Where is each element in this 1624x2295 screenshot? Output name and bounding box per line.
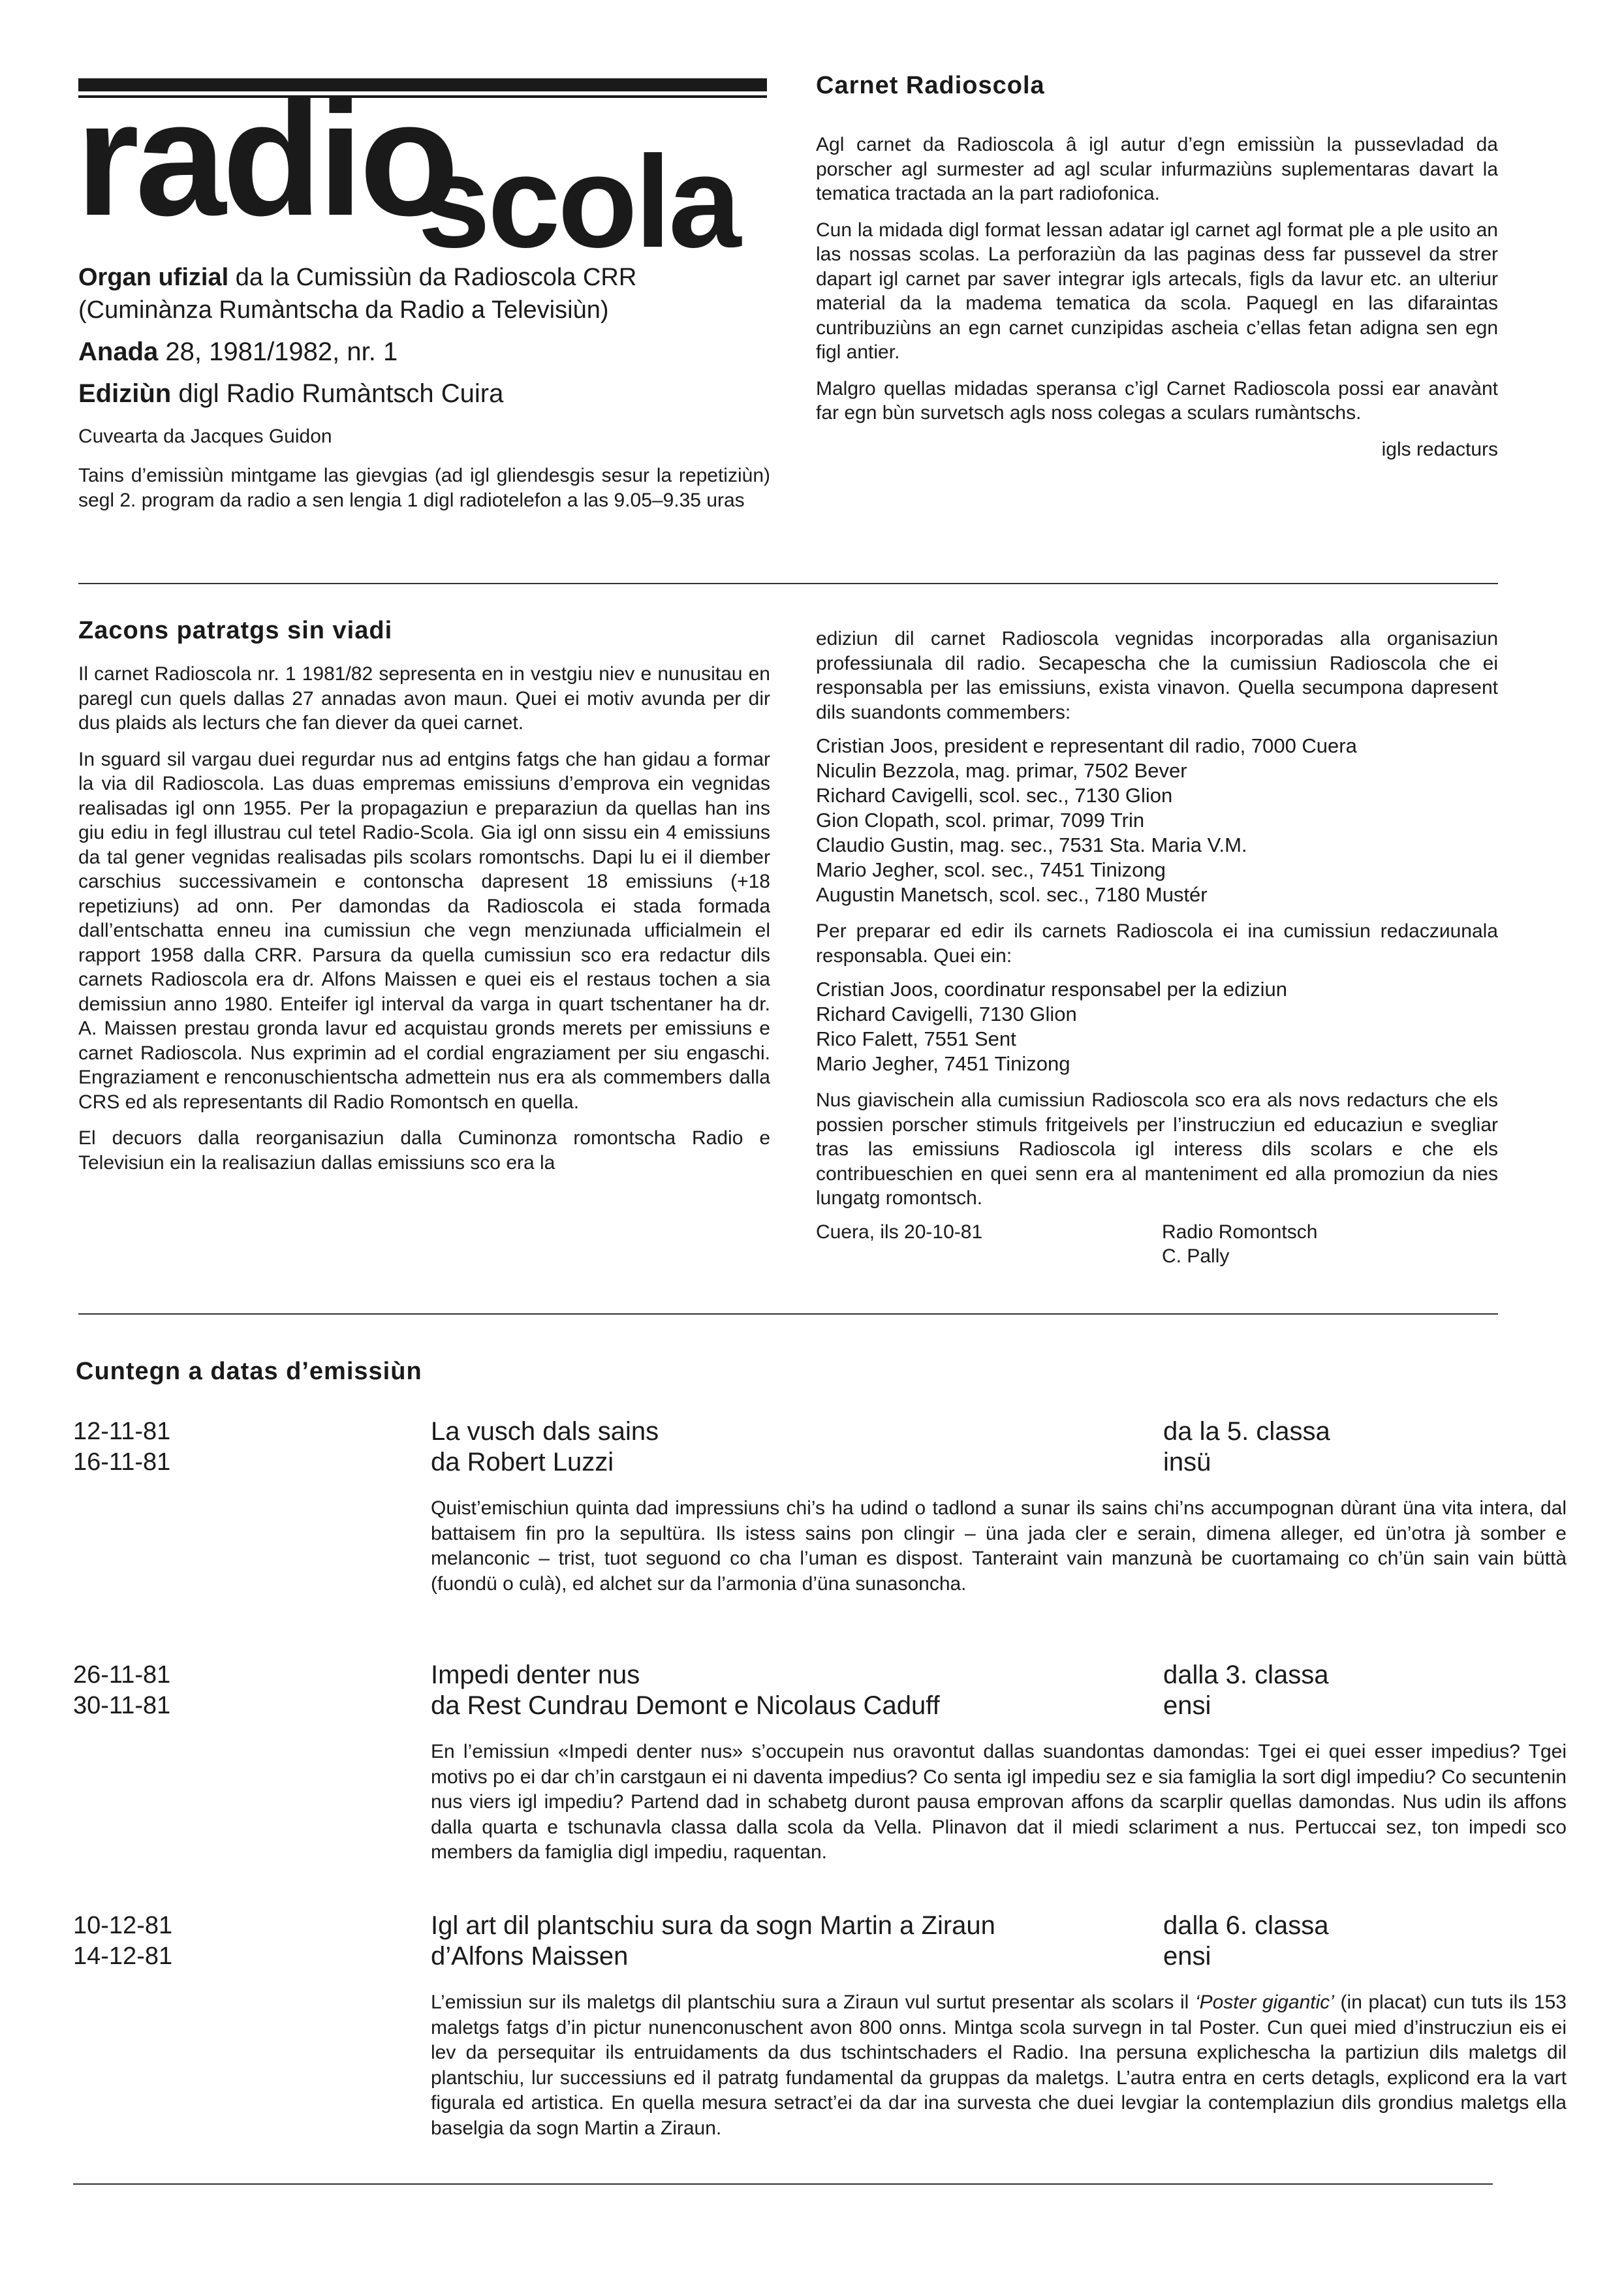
class-range: ensi xyxy=(1163,1691,1211,1720)
broadcast-date: 12-11-81 xyxy=(73,1418,171,1445)
zacons-paragraph: Il carnet Radioscola nr. 1 1981/82 sepresenta en in vestgiu niev e nunusitau en paregl cun quels dallas 27 annadas avon maun. Quei ei motiv avunda per dir dus plaids als lecturs che fan diever da quei carnet. xyxy=(78,663,770,734)
repeat-date: 30-11-81 xyxy=(73,1692,171,1719)
editor-item: Rico Falett, 7551 Sent xyxy=(816,1027,1016,1050)
editors-list xyxy=(816,977,1498,1076)
masthead-info xyxy=(78,261,770,513)
program-entry xyxy=(73,1416,1567,1625)
program-title: Igl art dil plantschiu sura da sogn Martin a Ziraun xyxy=(431,1911,995,1940)
class-range: insü xyxy=(1163,1448,1211,1476)
program-class xyxy=(1163,1416,1330,1478)
zacons-text-right xyxy=(816,627,1498,1269)
member-item: Richard Cavigelli, scol. sec., 7130 Glion xyxy=(816,784,1173,807)
broadcast-date: 10-12-81 xyxy=(73,1912,173,1939)
signature-block xyxy=(816,1220,1498,1269)
broadcast-dates xyxy=(73,1416,170,1478)
cover-credit: Cuvearta da Jacques Guidon xyxy=(78,426,332,447)
program-author: da Robert Luzzi xyxy=(431,1448,614,1476)
zacons-paragraph: In sguard sil vargau duei regurdar nus ad entgins fatgs che han gidau a formar la via dil Radioscola. Las duas empremas emissiuns d’emprova ein vegnidas realisadas igl onn 1955. Per la propagaziun e preparaziun da quellas han ins giu ediu in fegl illustrau cul tetel Radio-Scola. Gia igl onn sissu ein 4 emissiuns da tal gener vegnidas realisadas pils scolars romontschs. Dapi lu ei il diember carschius successivamein e contonscha dapresent 18 emissiuns (+18 repetiziuns) ad onn. Per damondas da Radioscola ei stada formada dall’entschatta enneu ina cumissiun che vegn menziunada ufficialmein el rapport 1958 dalla CRR. Parsura da quella cumissiun sco era redactur dils carnets Radioscola era dr. Alfons Maissen e quei eis el restaus tochen a sia demissiun anno 1980. Enteifer igl interval da varga in quart tschentaner ha dr. A. Maissen prestau gronda lavur ed acquistau gronds merets per emissiuns e carnet Radioscola. Nus exprimin ad el cordial engraziament per siu engaschi. Engraziament e renconuschientscha admettein nus era als commembers dalla CRS ed als representants dil Radio Romontsch en quella. xyxy=(78,748,770,1113)
program-title-block xyxy=(431,1416,659,1478)
place-date: Cuera, ils 20-10-81 xyxy=(816,1221,983,1243)
carnet-heading: Carnet Radioscola xyxy=(816,72,1045,99)
zacons-section xyxy=(78,617,770,1175)
zacons-paragraph: El decuors dalla reorganisaziun dalla Cuminonza romontscha Radio e Televisiun ein la realisaziun dallas emissiuns sco era la xyxy=(78,1127,770,1174)
member-item: Niculin Bezzola, mag. primar, 7502 Bever xyxy=(816,759,1187,782)
signature-org xyxy=(1162,1220,1317,1269)
organization-line: (Cuminànza Rumàntscha da Radio a Televisiùn) xyxy=(78,296,609,324)
logo-radio: radio xyxy=(76,67,456,249)
editor-item: Mario Jegher, 7451 Tinizong xyxy=(816,1052,1070,1075)
carnet-text xyxy=(816,133,1498,461)
edition-line: Ediziùn digl Radio Rumàntsch Cuira xyxy=(78,379,504,408)
signer-name: C. Pally xyxy=(1162,1245,1230,1267)
class-level: dalla 3. classa xyxy=(1163,1661,1329,1689)
program-title: La vusch dals sains xyxy=(431,1417,659,1446)
volume-line: Anada 28, 1981/1982, nr. 1 xyxy=(78,337,398,366)
program-entry xyxy=(73,1660,1567,1882)
contents-heading: Cuntegn a datas d’emissiùn xyxy=(76,1358,422,1385)
program-description: En l’emissiun «Impedi denter nus» s’occupein nus oravontut dallas suandontas damondas: Tgei ei quei esser impedius? Tgei motivs po ei dar ch’in carstgaun ei ni daventa impedius? Co senta igl impediu sez e sia famiglia la sort digl impediu? Co secuntenin nus viers igl impediu? Partend dad in schabetg duront pausa emprovan affons da scarplir quellas damondas. Nus udin ils affons dalla quarta e tschunavla classa dalla scola da Vella. Plinavon dat il miedi sclariment a nus. Pertuccai sez, ton impedi sco members da famiglia digl impediu, raquentan. xyxy=(431,1741,1567,1863)
zacons-heading: Zacons patratgs sin viadi xyxy=(78,617,393,644)
poster-title: ‘Poster gigantic’ xyxy=(1195,1991,1334,2013)
carnet-paragraph: Malgro quellas midadas speransa c’igl Carnet Radioscola possi ear anavànt far egn bùn survetsch agls noss colegas a sculars rumàntschs. xyxy=(816,377,1498,424)
repeat-date: 14-12-81 xyxy=(73,1943,173,1970)
program-title-block xyxy=(431,1911,995,1972)
logo-scola: scola xyxy=(418,129,739,275)
zacons-intro-right: ediziun dil carnet Radioscola vegnidas incorporadas alla organisaziun professiunala dil radio. Secapescha che la cumissiun Radioscola che ei responsabla per las emissiuns, exista vinavon. Quella secumpona dapresent dils suandonts commembers: xyxy=(816,628,1498,723)
carnet-paragraph: Cun la midada digl format lessan adatar igl carnet agl format ple a ple usito an las nossas scolas. La perforaziùn da las paginas dess far pussevel da strer dapart igl carnet par saver integrar igls artecals, figls da lavur etc. an ulteriur material da la madema tematica da scola. Paquegl en las difaraintas cuntribuziùns an egn carnet cunzipidas ascheia c’ellas fetan adigna sen egn figl antier. xyxy=(816,219,1498,363)
section-divider xyxy=(73,2183,1493,2185)
class-range: ensi xyxy=(1163,1942,1211,1971)
member-item: Cristian Joos, president e representant dil radio, 7000 Cuera xyxy=(816,734,1357,757)
program-class xyxy=(1163,1911,1328,1972)
program-description: Quist’emischiun quinta dad impressiuns chi’s ha udind o tadlond a sunar ils sains chi’ns accumpognan dùrant üna vita intera, dal battaisem fin pro la sepultüra. Ils istess sains pon clingir – üna jada cler e serain, dimena alleger, ed ün’otra jà somber e melanconic – trist, tuot seguond co cha l’uman es dispost. Tanteraint vain manzunà be cuortamaing co ch’ün sain vain büttà (fuondü o culà), ed alchet sur da l’armonia d’üna sunasoncha. xyxy=(431,1497,1567,1595)
org-name: Radio Romontsch xyxy=(1162,1221,1318,1243)
members-list xyxy=(816,734,1498,907)
closing-paragraph: Nus giavischein alla cumissiun Radioscola sco era als novs redacturs che els possien porscher stimuls fritgeivels per l’instrucziun ed educaziun e svegliar tras las emissiuns Radioscola igl interess dils scolars e che els contribueschien en quei senn era al manteniment ed alla promoziun da nies lungatg romontsch. xyxy=(816,1089,1498,1209)
program-class xyxy=(1163,1660,1328,1721)
zacons-continued xyxy=(816,627,1498,1269)
broadcast-dates xyxy=(73,1660,170,1721)
section-divider xyxy=(78,1313,1498,1315)
editors-intro: Per preparar ed edir ils carnets Radioscola ei ina cumissiun redaczиunala responsabla. Quei ein: xyxy=(816,920,1498,967)
carnet-signature: igls redacturs xyxy=(1381,438,1498,460)
editor-item: Richard Cavigelli, 7130 Glion xyxy=(816,1003,1077,1025)
class-level: dalla 6. classa xyxy=(1163,1911,1329,1940)
broadcast-dates xyxy=(73,1911,172,1972)
program-description: L’emissiun sur ils maletgs dil plantschiu sura a Ziraun vul surtut presentar als scolars il ‘Poster gigantic’ (in placat) cun tuts ils 153 maletgs fatgs d’in pictur nunenconuschent avon 800 onns. Mintga scola survegn in tal Poster. Cun quei mied d’instrucziun eis ei lev da persequitar ils entruidaments da dus tschintschaders el Radio. Ina persuna explichescha la partiziun dils maletgs dil plantschiu, lur successiuns ed il patratg fundamental da gruppas da maletgs. L’autra entra en certs detagls, explicond era la vart figurala ed artistica. En quella mesura setract’ei da dar ina survesta che duei levgiar la contemplaziun dils grondius maletgs ella baselgia da sogn Martin a Ziraun. xyxy=(431,1991,1567,2139)
program-entry xyxy=(73,1911,1567,2159)
program-title: Impedi denter nus xyxy=(431,1661,640,1689)
member-item: Gion Clopath, scol. primar, 7099 Trin xyxy=(816,809,1145,832)
organ-line: Organ ufizial da la Cumissiùn da Radioscola CRR xyxy=(78,264,637,291)
program-author: d’Alfons Maissen xyxy=(431,1942,629,1971)
repeat-date: 16-11-81 xyxy=(73,1448,171,1476)
section-divider xyxy=(78,583,1498,584)
zacons-text xyxy=(78,662,770,1175)
program-author: da Rest Cundrau Demont e Nicolaus Caduff xyxy=(431,1691,940,1720)
broadcast-date: 26-11-81 xyxy=(73,1661,171,1689)
carnet-section xyxy=(816,72,1498,461)
member-item: Augustin Manetsch, scol. sec., 7180 Mustér xyxy=(816,883,1208,906)
carnet-paragraph: Agl carnet da Radioscola â igl autur d’egn emissiùn la pussevladad da porscher agl surmester ad agl scular infurmaziùns suplementaras davart la tematica tractada an la part radiofonica. xyxy=(816,134,1498,204)
broadcast-times: Tains d’emissiùn mintgame las gievgias (ad igl gliendesgis sesur la repetiziùn) segl 2. program da radio a sen lengia 1 digl radiotelefon a las 9.05–9.35 uras xyxy=(78,465,770,511)
member-item: Claudio Gustin, mag. sec., 7531 Sta. Maria V.M. xyxy=(816,834,1247,856)
program-title-block xyxy=(431,1660,940,1721)
editor-item: Cristian Joos, coordinatur responsabel per la ediziun xyxy=(816,978,1288,1001)
member-item: Mario Jegher, scol. sec., 7451 Tinizong xyxy=(816,858,1166,881)
class-level: da la 5. classa xyxy=(1163,1417,1330,1446)
